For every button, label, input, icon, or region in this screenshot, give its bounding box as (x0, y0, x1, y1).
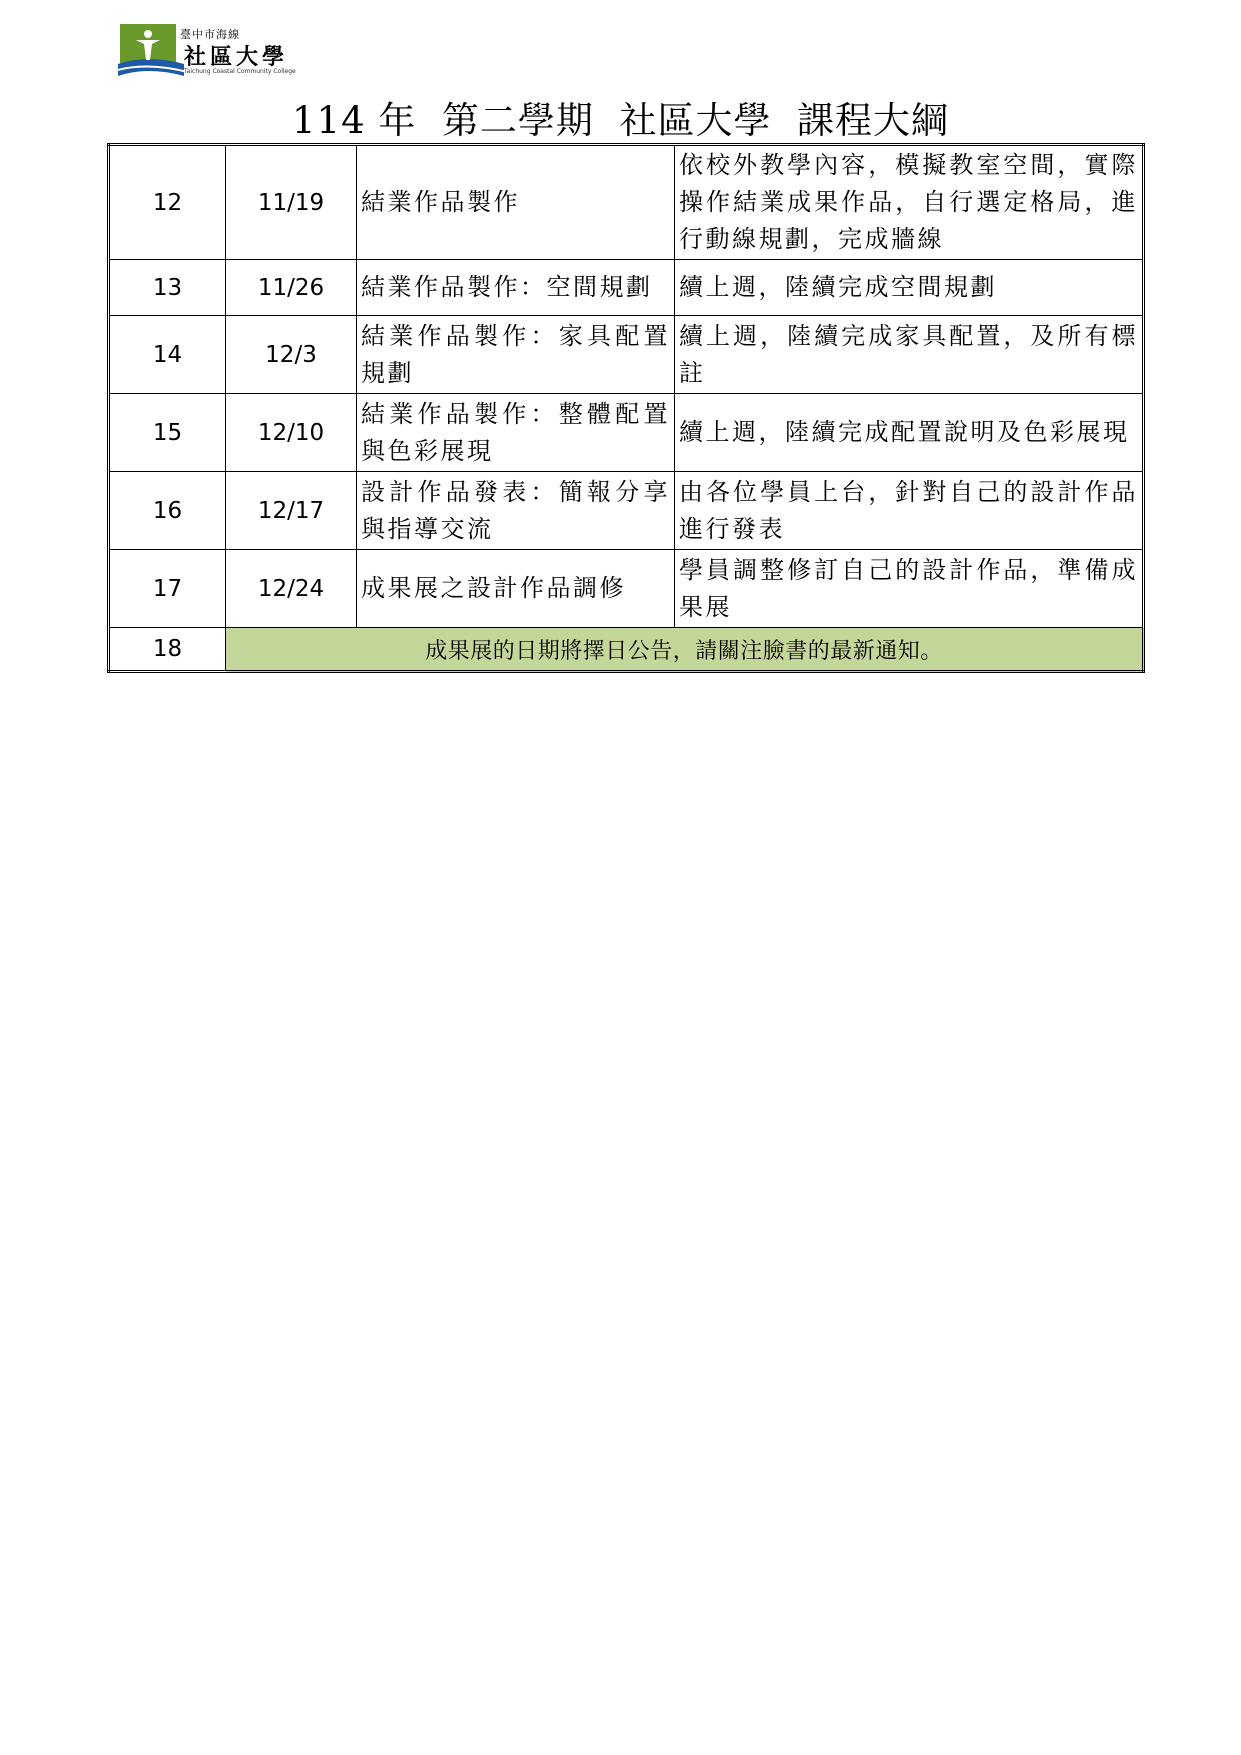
topic-cell: 結業作品製作：家具配置規劃 (357, 316, 675, 394)
content-cell: 續上週，陸續完成配置說明及色彩展現 (675, 394, 1144, 472)
table-row (109, 316, 1144, 394)
content-cell: 學員調整修訂自己的設計作品，準備成果展 (675, 550, 1144, 628)
logo-city-text: 臺中市海線 (180, 28, 240, 41)
table-row (109, 260, 1144, 316)
week-cell: 12 (109, 145, 226, 260)
topic-cell: 設計作品發表：簡報分享與指導交流 (357, 472, 675, 550)
table-row (109, 550, 1144, 628)
date-cell: 11/26 (226, 260, 357, 316)
table-row (109, 394, 1144, 472)
date-cell: 12/10 (226, 394, 357, 472)
topic-cell: 結業作品製作：空間規劃 (357, 260, 675, 316)
week-cell: 14 (109, 316, 226, 394)
content-cell: 依校外教學內容，模擬教室空間，實際操作結業成果作品，自行選定格局，進行動線規劃，完成牆線 (675, 145, 1144, 260)
date-cell: 12/17 (226, 472, 357, 550)
week-cell: 15 (109, 394, 226, 472)
exhibition-notice: 成果展的日期將擇日公告，請關注臉書的最新通知。 (226, 628, 1144, 672)
date-cell: 11/19 (226, 145, 357, 260)
week-cell: 18 (109, 628, 226, 672)
date-cell: 12/24 (226, 550, 357, 628)
content-cell: 續上週，陸續完成家具配置，及所有標註 (675, 316, 1144, 394)
table-row (109, 145, 1144, 260)
week-cell: 16 (109, 472, 226, 550)
topic-cell: 成果展之設計作品調修 (357, 550, 675, 628)
logo-emblem-icon (118, 20, 188, 82)
page-title: 114 年 第二學期 社區大學 課程大綱 (292, 99, 949, 142)
logo-college-name: 社區大學 (184, 44, 289, 70)
table-row (109, 472, 1144, 550)
week-cell: 17 (109, 550, 226, 628)
date-cell: 12/3 (226, 316, 357, 394)
week-cell: 13 (109, 260, 226, 316)
topic-cell: 結業作品製作：整體配置與色彩展現 (357, 394, 675, 472)
topic-cell: 結業作品製作 (357, 145, 675, 260)
syllabus-table (107, 143, 1145, 673)
content-cell: 由各位學員上台，針對自己的設計作品進行發表 (675, 472, 1144, 550)
logo-english-name: Taichung Coastal Community College (184, 68, 296, 75)
table-row-final (109, 628, 1144, 672)
content-cell: 續上週，陸續完成空間規劃 (675, 260, 1144, 316)
